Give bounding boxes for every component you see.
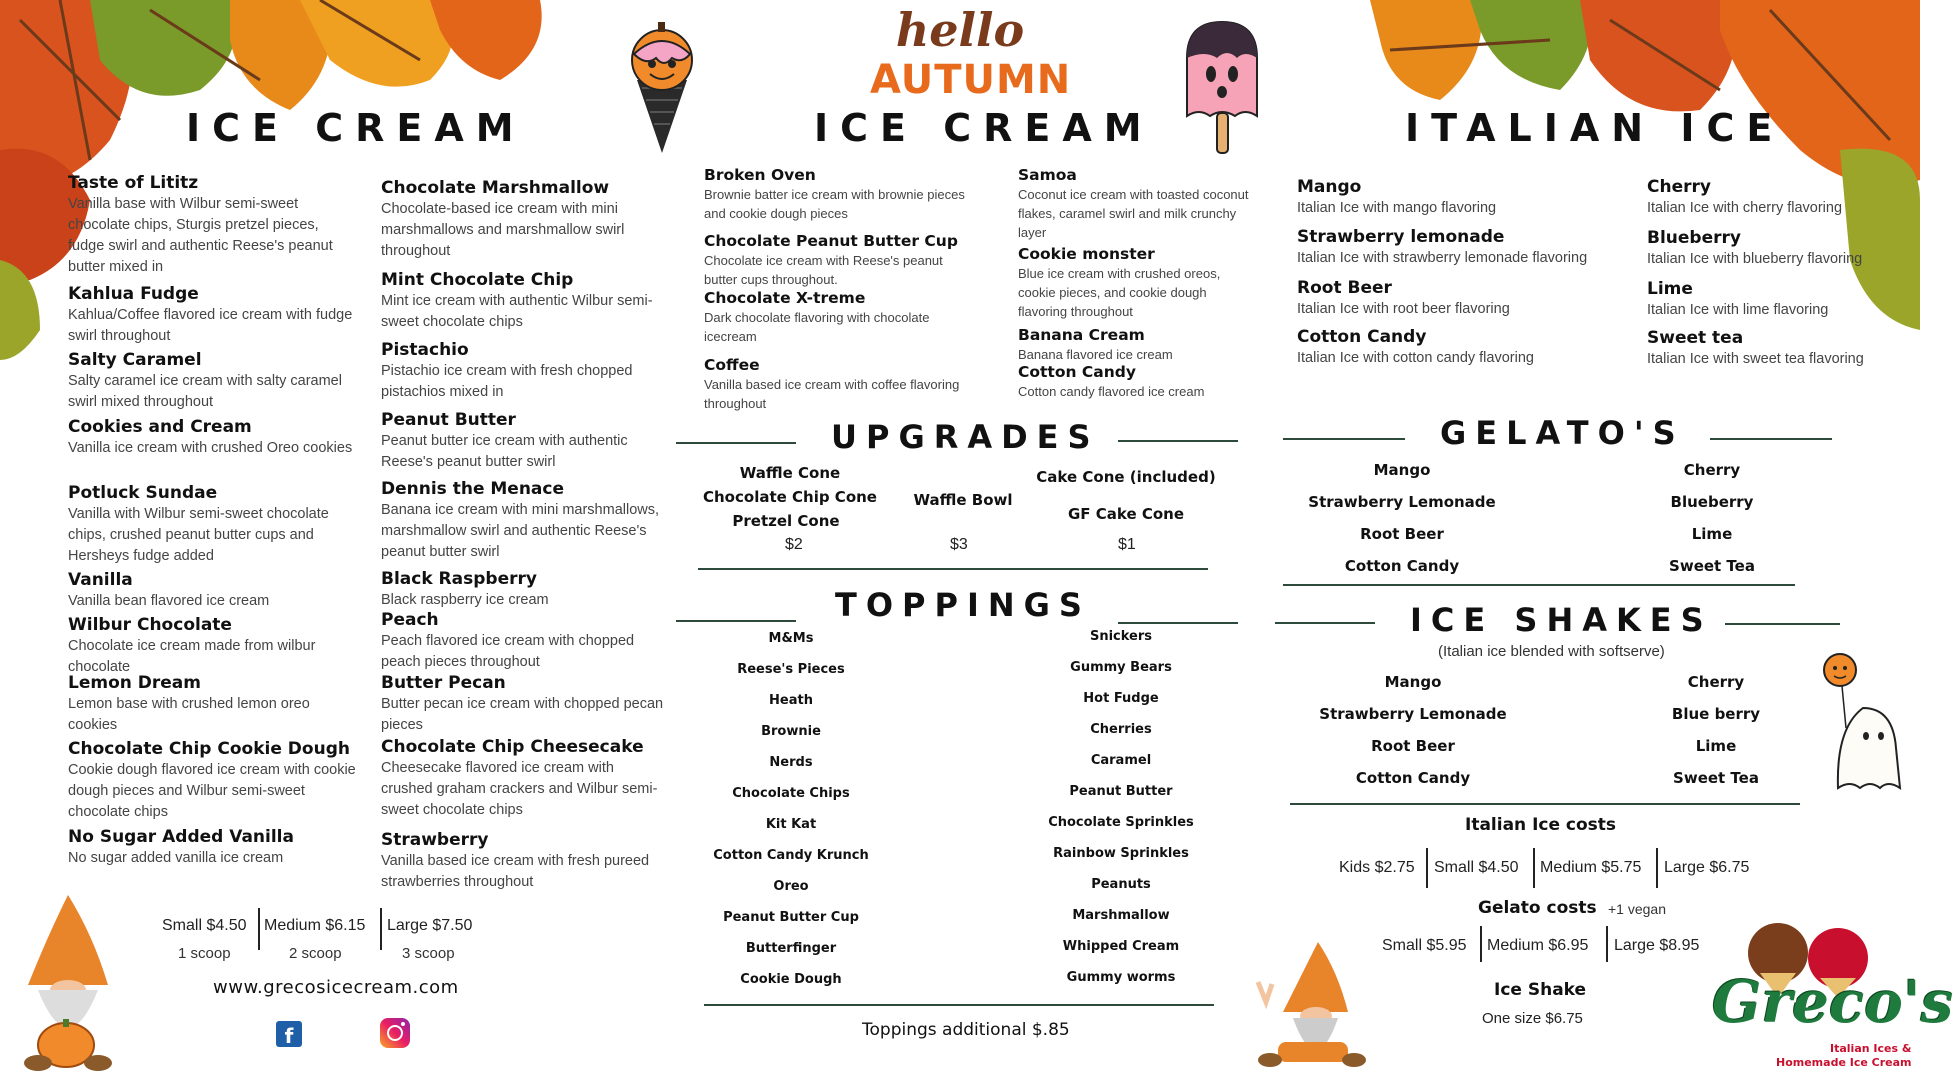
italian-ice-flavor-description: Italian Ice with strawberry lemonade flavoring: [1297, 250, 1588, 266]
ice-cream-flavor-description: Vanilla based ice cream with fresh pureed strawberries throughout: [381, 853, 650, 890]
mid-ice-cream-flavor-name: Banana Cream: [1018, 326, 1145, 344]
upgrade-cake-cone: Cake Cone (included): [1036, 468, 1216, 486]
italian-ice-title: ITALIAN ICE: [1405, 106, 1785, 150]
gelato-flavor: Sweet Tea: [1669, 557, 1755, 575]
gelato-flavor: Lime: [1691, 525, 1733, 543]
instagram-icon[interactable]: [380, 1018, 410, 1048]
mid-ice-cream-flavor-name: Coffee: [704, 356, 760, 374]
topping-item: Chocolate Sprinkles: [1048, 815, 1194, 830]
italian-ice-flavor-description: Italian Ice with blueberry flavoring: [1647, 251, 1863, 267]
italian-ice-costs-title: Italian Ice costs: [1465, 815, 1617, 835]
topping-item: Peanut Butter: [1069, 784, 1173, 799]
gelato-vegan-note: +1 vegan: [1608, 901, 1666, 917]
topping-item: Cotton Candy Krunch: [713, 848, 869, 863]
topping-item: Brownie: [761, 724, 821, 739]
ice-shake-cost-title: Ice Shake: [1494, 980, 1587, 1000]
grecos-logo: [1708, 918, 1953, 1078]
upgrade-price-1: $1: [1118, 536, 1136, 553]
ice-cream-flavor-item: [381, 409, 666, 473]
italian-ice-flavor-description: Italian Ice with root beer flavoring: [1297, 301, 1510, 317]
upgrade-waffle-bowl: Waffle Bowl: [913, 491, 1013, 509]
gelato-costs-title: Gelato costs: [1478, 898, 1597, 918]
mid-ice-cream-flavor-description: Coconut ice cream with toasted coconut flakes, caramel swirl and milk crunchy layer: [1018, 187, 1249, 240]
ice-shakes-line-left: [1275, 622, 1375, 624]
hello-autumn-logo: [870, 2, 1072, 112]
ice-cream-flavor-item: [68, 826, 358, 869]
upgrades-line-right: [1118, 440, 1238, 442]
gelato-flavor: Strawberry Lemonade: [1308, 493, 1496, 511]
gelato-flavor: Blueberry: [1670, 493, 1754, 511]
ice-cream-flavor-name: Salty Caramel: [68, 350, 202, 370]
ice-cream-flavor-name: No Sugar Added Vanilla: [68, 827, 294, 847]
price-divider: [1656, 848, 1658, 888]
pumpkin-ice-cream-cone-icon: [612, 18, 712, 158]
ice-cream-flavor-item: [381, 736, 666, 821]
mid-ice-cream-flavor-description: Blue ice cream with crushed oreos, cookie pieces, and cookie dough flavoring throughout: [1018, 266, 1221, 319]
ice-cream-flavor-item: [381, 269, 666, 333]
ghost-balloon-icon: [1808, 648, 1903, 793]
ice-cream-flavor-name: Potluck Sundae: [68, 483, 218, 503]
topping-item: Peanut Butter Cup: [723, 910, 859, 925]
italian-ice-flavor-item: [1647, 327, 1902, 370]
ice-cream-flavor-description: Butter pecan ice cream with chopped pecan pieces: [381, 696, 664, 733]
price-divider: [1533, 848, 1535, 888]
ice-cream-flavor-name: Kahlua Fudge: [68, 284, 199, 304]
italian-ice-flavor-item: [1647, 227, 1902, 270]
ice-cream-flavor-item: [381, 177, 666, 262]
mid-ice-cream-flavor-description: Chocolate ice cream with Reese's peanut butter cups throughout.: [704, 253, 943, 287]
price-divider: [1426, 848, 1428, 888]
gelato-line-left: [1283, 438, 1405, 440]
mid-ice-cream-flavor-item: [704, 355, 974, 413]
ice-shake-flavor: Sweet Tea: [1673, 769, 1759, 787]
ice-cream-flavor-item: [68, 349, 358, 413]
italian-ice-flavor-item: [1647, 176, 1902, 219]
ice-shakes-line-right: [1725, 623, 1840, 625]
ice-cream-flavor-name: Chocolate Chip Cheesecake: [381, 737, 644, 757]
ice-cream-flavor-name: Cookies and Cream: [68, 417, 252, 437]
ice-cream-flavor-item: [381, 672, 666, 736]
ice-shakes-title: ICE SHAKES: [1410, 601, 1713, 639]
ice-shake-flavor: Mango: [1384, 673, 1442, 691]
ice-shake-price: One size $6.75: [1482, 1010, 1583, 1027]
ice-cream-flavor-item: [381, 829, 666, 893]
ice-cream-price-large: Large $7.50: [387, 917, 473, 934]
price-divider: [1480, 926, 1482, 962]
italian-ice-flavor-item: [1297, 226, 1627, 269]
mid-ice-cream-flavor-description: Cotton candy flavored ice cream: [1018, 384, 1205, 399]
ice-cream-flavor-description: Vanilla bean flavored ice cream: [68, 593, 270, 609]
ice-cream-price-medium: Medium $6.15: [264, 917, 366, 934]
upgrade-chocolate-chip-cone: Chocolate Chip Cone: [703, 488, 877, 506]
website-link[interactable]: www.grecosicecream.com: [213, 977, 459, 998]
toppings-line-right: [1118, 622, 1238, 624]
ice-shakes-bottom-line: [1290, 803, 1800, 805]
italian-ice-flavor-name: Sweet tea: [1647, 328, 1744, 348]
ice-cream-scoop-2: 2 scoop: [289, 945, 342, 962]
topping-item: Chocolate Chips: [732, 786, 850, 801]
topping-item: Nerds: [769, 755, 813, 770]
ice-cream-flavor-description: No sugar added vanilla ice cream: [68, 850, 284, 866]
italian-ice-flavor-item: [1297, 326, 1627, 369]
ice-cream-flavor-description: Vanilla with Wilbur semi-sweet chocolate chips, crushed peanut butter cups and Hersheys fudge added: [68, 506, 329, 564]
ice-cream-flavor-item: [381, 609, 666, 673]
topping-item: Cookie Dough: [740, 972, 842, 987]
upgrades-bottom-line: [698, 568, 1208, 570]
gelato-flavor: Cotton Candy: [1344, 557, 1460, 575]
italian-ice-flavor-name: Blueberry: [1647, 228, 1741, 248]
mid-ice-cream-flavor-item: [1018, 362, 1258, 401]
mid-ice-cream-flavor-item: [1018, 325, 1258, 364]
ice-cream-flavor-description: Pistachio ice cream with fresh chopped pistachios mixed in: [381, 363, 633, 400]
topping-item: Hot Fudge: [1083, 691, 1159, 706]
ice-cream-flavor-description: Mint ice cream with authentic Wilbur semi-sweet chocolate chips: [381, 293, 653, 330]
topping-item: Marshmallow: [1072, 908, 1170, 923]
ice-cream-flavor-item: [68, 672, 358, 736]
topping-item: Butterfinger: [745, 941, 837, 956]
ice-shake-flavor: Blue berry: [1671, 705, 1761, 723]
toppings-title: TOPPINGS: [835, 586, 1091, 624]
topping-item: Whipped Cream: [1062, 939, 1180, 954]
ice-cream-flavor-description: Vanilla base with Wilbur semi-sweet chocolate chips, Sturgis pretzel pieces, fudge swirl and authentic Reese's peanut butter mixed in: [68, 196, 333, 275]
ice-cream-flavor-name: Butter Pecan: [381, 673, 506, 693]
gelato-price-large: Large $8.95: [1614, 937, 1700, 954]
gelato-price-medium: Medium $6.95: [1487, 937, 1589, 954]
italian-ice-price-medium: Medium $5.75: [1540, 859, 1642, 876]
ice-cream-flavor-description: Cookie dough flavored ice cream with cookie dough pieces and Wilbur semi-sweet chocolate chips: [68, 762, 356, 820]
ice-cream-flavor-item: [68, 283, 358, 347]
topping-item: Rainbow Sprinkles: [1053, 846, 1189, 861]
ice-cream-flavor-item: [381, 568, 666, 611]
gnome-pumpkin-icon: [8, 895, 128, 1075]
ice-cream-flavor-description: Peanut butter ice cream with authentic Reese's peanut butter swirl: [381, 433, 628, 470]
ice-cream-scoop-1: 1 scoop: [178, 945, 231, 962]
topping-item: Cherries: [1090, 722, 1152, 737]
toppings-note: Toppings additional $.85: [862, 1020, 1070, 1040]
topping-item: Kit Kat: [765, 817, 817, 832]
italian-ice-flavor-item: [1297, 176, 1627, 219]
ice-cream-flavor-description: Vanilla ice cream with crushed Oreo cookies: [68, 440, 353, 456]
italian-ice-flavor-description: Italian Ice with cotton candy flavoring: [1297, 350, 1534, 366]
toppings-bottom-line: [704, 1004, 1214, 1006]
ice-cream-flavor-description: Lemon base with crushed lemon oreo cookies: [68, 696, 310, 733]
italian-ice-price-small: Small $4.50: [1434, 859, 1519, 876]
ice-cream-flavor-name: Peanut Butter: [381, 410, 516, 430]
price-divider: [258, 908, 260, 950]
mid-ice-cream-flavor-name: Chocolate Peanut Butter Cup: [704, 232, 958, 250]
mid-ice-cream-flavor-item: [1018, 165, 1258, 242]
ice-cream-flavor-item: [381, 478, 666, 563]
upgrade-pretzel-cone: Pretzel Cone: [732, 512, 840, 530]
grecos-tagline-1: Italian Ices &: [1830, 1042, 1912, 1055]
upgrade-price-3: $3: [950, 536, 968, 553]
ice-cream-flavor-name: Dennis the Menace: [381, 479, 565, 499]
mid-ice-cream-title: ICE CREAM: [814, 106, 1154, 150]
ice-shakes-subtitle: (Italian ice blended with softserve): [1438, 643, 1665, 660]
gelato-flavor: Root Beer: [1360, 525, 1444, 543]
topping-item: Reese's Pieces: [737, 662, 845, 677]
hello-text: hello: [895, 3, 1025, 57]
italian-ice-flavor-name: Lime: [1647, 279, 1693, 299]
ice-cream-flavor-description: Peach flavored ice cream with chopped peach pieces throughout: [381, 633, 635, 670]
topping-item: Caramel: [1090, 753, 1152, 768]
italian-ice-flavor-name: Mango: [1297, 177, 1362, 197]
ice-cream-scoop-3: 3 scoop: [402, 945, 455, 962]
ice-shake-flavor: Cherry: [1687, 673, 1745, 691]
ice-cream-flavor-name: Peach: [381, 610, 439, 630]
upgrades-title: UPGRADES: [831, 418, 1100, 456]
gelato-price-small: Small $5.95: [1382, 937, 1467, 954]
ice-cream-title: ICE CREAM: [186, 106, 526, 150]
ice-shake-flavor: Cotton Candy: [1355, 769, 1471, 787]
ice-cream-flavor-name: Chocolate Chip Cookie Dough: [68, 739, 350, 759]
italian-ice-flavor-item: [1647, 278, 1902, 321]
topping-item: Heath: [769, 693, 813, 708]
italian-ice-flavor-name: Cherry: [1647, 177, 1711, 197]
autumn-text: AUTUMN: [870, 57, 1072, 103]
ice-cream-flavor-item: [381, 339, 666, 403]
ice-cream-price-small: Small $4.50: [162, 917, 247, 934]
ice-shake-flavor: Root Beer: [1371, 737, 1455, 755]
grecos-tagline-2: Homemade Ice Cream: [1776, 1056, 1912, 1069]
italian-ice-flavor-description: Italian Ice with sweet tea flavoring: [1647, 351, 1864, 367]
mid-ice-cream-flavor-description: Dark chocolate flavoring with chocolate icecream: [704, 310, 930, 344]
price-divider: [1606, 926, 1608, 962]
italian-ice-flavor-description: Italian Ice with mango flavoring: [1297, 200, 1497, 216]
ice-cream-flavor-name: Chocolate Marshmallow: [381, 178, 610, 198]
ice-cream-flavor-item: [68, 416, 358, 459]
italian-ice-flavor-name: Root Beer: [1297, 278, 1392, 298]
upgrade-gf-cake-cone: GF Cake Cone: [1067, 505, 1185, 523]
topping-item: Gummy worms: [1066, 970, 1176, 985]
gelato-flavor: Cherry: [1683, 461, 1741, 479]
italian-ice-flavor-item: [1297, 277, 1627, 320]
gnome-sitting-icon: [1248, 942, 1368, 1077]
price-divider: [380, 908, 382, 950]
gelato-bottom-line: [1283, 584, 1795, 586]
ice-cream-flavor-name: Wilbur Chocolate: [68, 615, 232, 635]
ice-cream-flavor-description: Kahlua/Coffee flavored ice cream with fudge swirl throughout: [68, 307, 353, 344]
ice-shake-flavor: Lime: [1695, 737, 1737, 755]
mid-ice-cream-flavor-name: Chocolate X-treme: [704, 289, 866, 307]
mid-ice-cream-flavor-description: Brownie batter ice cream with brownie pieces and cookie dough pieces: [704, 187, 965, 221]
ice-cream-flavor-description: Cheesecake flavored ice cream with crushed graham crackers and Wilbur semi-sweet chocolate chips: [381, 760, 658, 818]
ice-cream-flavor-item: [68, 569, 358, 612]
topping-item: Gummy Bears: [1070, 660, 1172, 675]
ice-cream-flavor-item: [68, 614, 358, 678]
ice-cream-flavor-name: Black Raspberry: [381, 569, 537, 589]
facebook-icon[interactable]: f: [276, 1021, 302, 1047]
mid-ice-cream-flavor-description: Banana flavored ice cream: [1018, 347, 1173, 362]
italian-ice-price-kids: Kids $2.75: [1339, 859, 1415, 876]
ice-cream-flavor-description: Chocolate-based ice cream with mini marshmallows and marshmallow swirl throughout: [381, 201, 625, 259]
mid-ice-cream-flavor-item: [704, 165, 974, 223]
ice-cream-flavor-name: Vanilla: [68, 570, 133, 590]
grecos-logo-name: Greco's: [1712, 968, 1953, 1036]
italian-ice-flavor-name: Cotton Candy: [1297, 327, 1427, 347]
mid-ice-cream-flavor-item: [704, 231, 974, 289]
topping-item: Oreo: [773, 879, 809, 894]
topping-item: M&Ms: [768, 631, 814, 646]
ice-cream-flavor-item: [68, 172, 358, 278]
gelato-flavor: Mango: [1373, 461, 1431, 479]
mid-ice-cream-flavor-description: Vanilla based ice cream with coffee flavoring throughout: [704, 377, 960, 411]
ghost-popsicle-icon: [1175, 18, 1270, 158]
upgrade-price-2: $2: [785, 536, 803, 553]
topping-item: Peanuts: [1091, 877, 1151, 892]
ice-cream-flavor-item: [68, 482, 358, 567]
italian-ice-price-large: Large $6.75: [1664, 859, 1750, 876]
mid-ice-cream-flavor-name: Cotton Candy: [1018, 363, 1136, 381]
ice-cream-flavor-name: Strawberry: [381, 830, 489, 850]
upgrade-waffle-cone: Waffle Cone: [739, 464, 841, 482]
ice-cream-flavor-name: Pistachio: [381, 340, 469, 360]
mid-ice-cream-flavor-item: [1018, 244, 1258, 321]
gelato-title: GELATO'S: [1440, 414, 1685, 452]
mid-ice-cream-flavor-name: Broken Oven: [704, 166, 816, 184]
gelato-line-right: [1710, 438, 1832, 440]
ice-cream-flavor-description: Chocolate ice cream made from wilbur chocolate: [68, 638, 316, 675]
ice-cream-flavor-description: Salty caramel ice cream with salty caramel swirl mixed throughout: [68, 373, 342, 410]
ice-cream-flavor-item: [68, 738, 358, 823]
mid-ice-cream-flavor-item: [704, 288, 974, 346]
topping-item: Snickers: [1089, 629, 1153, 644]
ice-shake-flavor: Strawberry Lemonade: [1319, 705, 1507, 723]
ice-cream-flavor-name: Taste of Lititz: [68, 173, 199, 193]
mid-ice-cream-flavor-name: Cookie monster: [1018, 245, 1155, 263]
ice-cream-flavor-name: Mint Chocolate Chip: [381, 270, 574, 290]
italian-ice-flavor-description: Italian Ice with lime flavoring: [1647, 302, 1829, 318]
ice-cream-flavor-name: Lemon Dream: [68, 673, 201, 693]
ice-cream-flavor-description: Banana ice cream with mini marshmallows, marshmallow swirl and authentic Reese's peanut butter swirl: [381, 502, 660, 560]
italian-ice-flavor-description: Italian Ice with cherry flavoring: [1647, 200, 1843, 216]
upgrades-line-left: [676, 442, 796, 444]
italian-ice-flavor-name: Strawberry lemonade: [1297, 227, 1505, 247]
toppings-line-left: [676, 620, 796, 622]
mid-ice-cream-flavor-name: Samoa: [1018, 166, 1077, 184]
ice-cream-flavor-description: Black raspberry ice cream: [381, 592, 549, 608]
